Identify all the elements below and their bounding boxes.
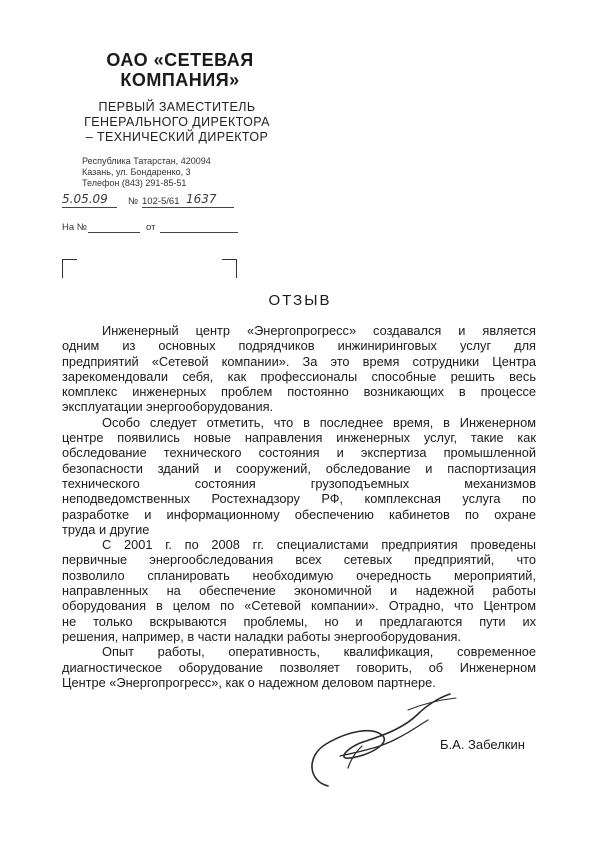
number-underline — [142, 207, 234, 208]
outgoing-number-prefix: 102-5/61 — [142, 196, 180, 207]
body-line: зарекомендовали себя, как профессионалы способные решить весь — [62, 368, 536, 384]
position-line3: – ТЕХНИЧЕСКИЙ ДИРЕКТОР — [85, 130, 269, 144]
body-line: труда и другие — [62, 521, 150, 537]
reference-date-field — [160, 232, 238, 233]
position-line1: ПЕРВЫЙ ЗАМЕСТИТЕЛЬ — [98, 100, 256, 114]
date-underline — [62, 207, 117, 208]
outgoing-date: 5.05.09 — [62, 192, 108, 206]
outgoing-number-handwritten: 1637 — [186, 192, 217, 206]
company-name-line2: КОМПАНИЯ» — [120, 70, 240, 90]
body-line: разработке и информационному обеспечению кабинетов по охране — [62, 506, 536, 522]
body-line: предприятий «Сетевой компании». За это время сотрудники Центра — [62, 353, 536, 369]
body-line: Инженерный центр «Энергопрогресс» создавался и является — [102, 323, 536, 338]
body-line: комплекс инженерных проблем постоянно возникающих в процессе — [62, 384, 536, 400]
position-line2: ГЕНЕРАЛЬНОГО ДИРЕКТОРА — [84, 115, 270, 129]
body-line: эксплуатации энергооборудования. — [62, 399, 274, 415]
company-name-line1: ОАО «СЕТЕВАЯ — [106, 50, 254, 70]
address-line3: Телефон (843) 291-85-51 — [82, 178, 187, 188]
number-label: № — [128, 196, 139, 207]
body-line: неподведомственных Ростехнадзору РФ, комплексная услуга по — [62, 491, 536, 507]
registration-line — [62, 192, 302, 210]
body-line: направленных на обеспечение экономичной и надежной работы — [62, 583, 536, 599]
body-line: центре появились новые направления инженерных услуг, такие как — [62, 430, 536, 446]
document-title: ОТЗЫВ — [268, 292, 332, 309]
body-line: оборудования в целом по «Сетевой компании». Отрадно, что Центром — [62, 598, 536, 614]
letter-body — [62, 323, 536, 690]
reference-number-field — [88, 232, 140, 233]
body-line: одним из основных подрядчиков инжиниринговых услуг для — [62, 338, 536, 354]
body-line: Особо следует отметить, что в последнее время, в Инженерном — [102, 414, 536, 430]
body-line: обследование технического состояния и экспертиза промышленной — [62, 445, 536, 461]
body-line: С 2001 г. по 2008 гг. специалистами предприятия проведены — [102, 537, 536, 553]
sender-position — [62, 100, 292, 145]
body-line: технического состояния грузоподъемных механизмов — [62, 475, 536, 491]
sender-address — [82, 156, 282, 189]
addressee-bracket-right — [222, 259, 237, 278]
reference-label: На № — [62, 222, 87, 233]
body-line: диагностическое оборудование позволяет говорить, об Инженерном — [62, 659, 536, 675]
body-line: не только вскрываются проблемы, но и предлагаются пути их — [62, 613, 536, 629]
signatory-name: Б.А. Забелкин — [440, 737, 525, 752]
body-line: безопасности зданий и сооружений, обследование и паспортизация — [62, 460, 536, 476]
body-line: Центре «Энергопрогресс», как о надежном деловом партнере. — [62, 674, 436, 690]
body-line: решения, например, в части наладки работы энергооборудования. — [62, 628, 461, 644]
address-line1: Республика Татарстан, 420094 — [82, 156, 211, 166]
addressee-bracket-left — [62, 259, 77, 278]
reference-from-label: от — [146, 222, 156, 233]
body-line: позволило спланировать необходимую очередность мероприятий, — [62, 567, 536, 583]
address-line2: Казань, ул. Бондаренко, 3 — [82, 167, 191, 177]
company-name — [80, 50, 280, 90]
body-line: Опыт работы, оперативность, квалификация, современное — [102, 644, 536, 660]
body-line: первичные энергообследования всех сетевых предприятий, что — [62, 552, 536, 568]
reference-line — [62, 220, 302, 238]
